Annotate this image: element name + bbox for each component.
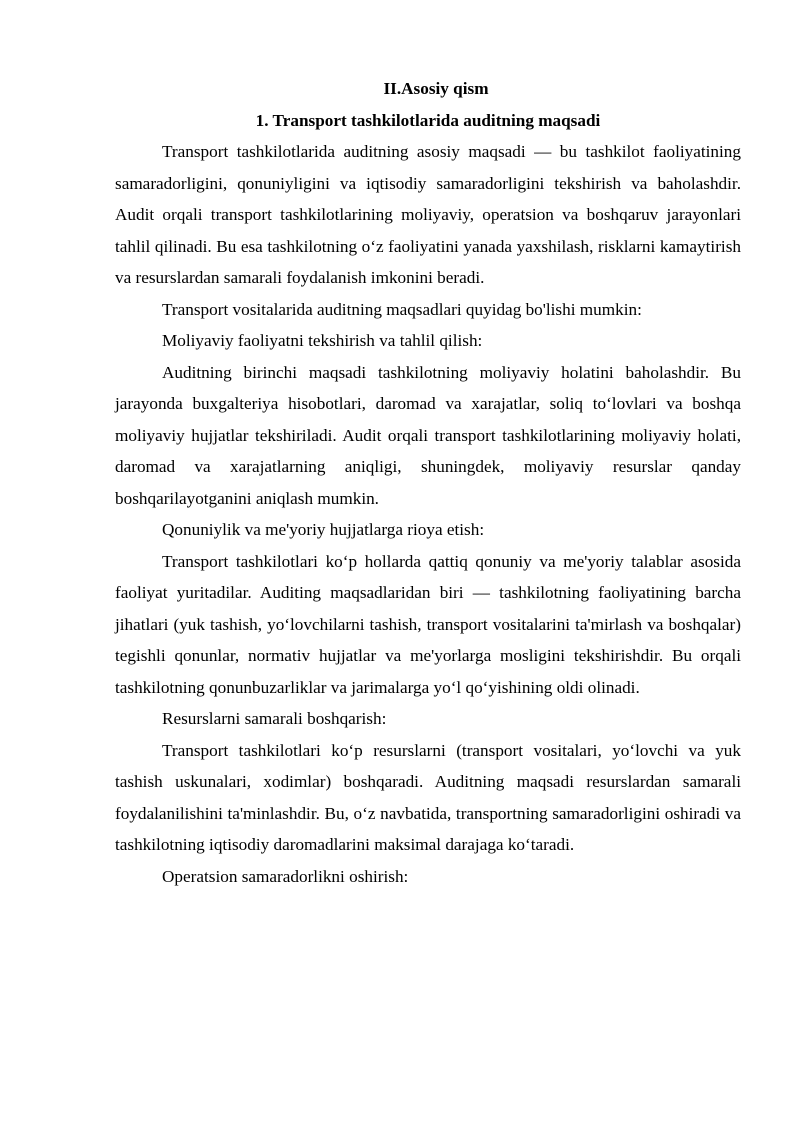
paragraph-goals-lead: Transport vositalarida auditning maqsadlari quyidag bo'lishi mumkin: xyxy=(162,299,642,319)
paragraph-legal-heading: Qonuniylik va me'yoriy hujjatlarga rioya etish: xyxy=(162,520,485,539)
paragraph-legal-body: Transport tashkilotlari ko‘p hollarda qattiq qonuniy va me'yoriy talablar asosida faoliyat yuritadilar. Auditing maqsadlaridan biri — tashkilotning faoliyatining barcha jihatlari (yuk tashish, yo‘lovchilarni tashish, transport vositalarini ta'mirlash va boshqalar) tegishli qonunlar, normativ hujjatlar va me'yorlarga mosligini tekshirishdir. Bu orqali tashkilotning qonunbuzarliklar va jarimalarga yo‘l qo‘yishining oldi olinadi. xyxy=(115,551,741,697)
paragraph-financial-heading: Moliyaviy faoliyatni tekshirish va tahlil qilish: xyxy=(162,331,483,350)
paragraph-resources-body: Transport tashkilotlari ko‘p resurslarni (transport vositalari, yo‘lovchi va yuk tashish uskunalari, xodimlar) boshqaradi. Auditning maqsadi resurslardan samarali foydalanilishini ta'minlashdir. Bu, o‘z navbatida, transportning samaradorligini oshiradi va tashkilotning iqtisodiy daromadlarini maksimal darajaga ko‘taradi. xyxy=(115,740,741,854)
paragraph-operations-heading: Operatsion samaradorlikni oshirish: xyxy=(162,866,409,886)
paragraph-intro: Transport tashkilotlarida auditning asosiy maqsadi — bu tashkilot faoliyatining samaradorligini, qonuniyligini va iqtisodiy samaradorligini tekshirish va baholashdir. Audit orqali transport tashkilotlarining moliyaviy, operatsion va boshqaruv jarayonlari tahlil qilinadi. Bu esa tashkilotning o‘z faoliyatini yanada yaxshilash, risklarni kamaytirish va resurslardan samarali foydalanish imkonini beradi. xyxy=(115,142,741,287)
document-body xyxy=(115,73,741,892)
paragraph-financial-body: Auditning birinchi maqsadi tashkilotning moliyaviy holatini baholashdir. Bu jarayonda buxgalteriya hisobotlari, daromad va xarajatlar, soliq to‘lovlari va boshqa moliyaviy hujjatlar tekshiriladi. Audit orqali transport tashkilotlarining moliyaviy holati, daromad va xarajatlarning aniqligi, shuningdek, moliyaviy resurslar qanday boshqarilayotganini aniqlash mumkin. xyxy=(115,362,741,508)
paragraph-resources-heading: Resurslarni samarali boshqarish: xyxy=(162,709,387,728)
subsection-title: 1. Transport tashkilotlarida auditning maqsadi xyxy=(255,110,601,130)
section-title: II.Asosiy qism xyxy=(383,79,489,98)
